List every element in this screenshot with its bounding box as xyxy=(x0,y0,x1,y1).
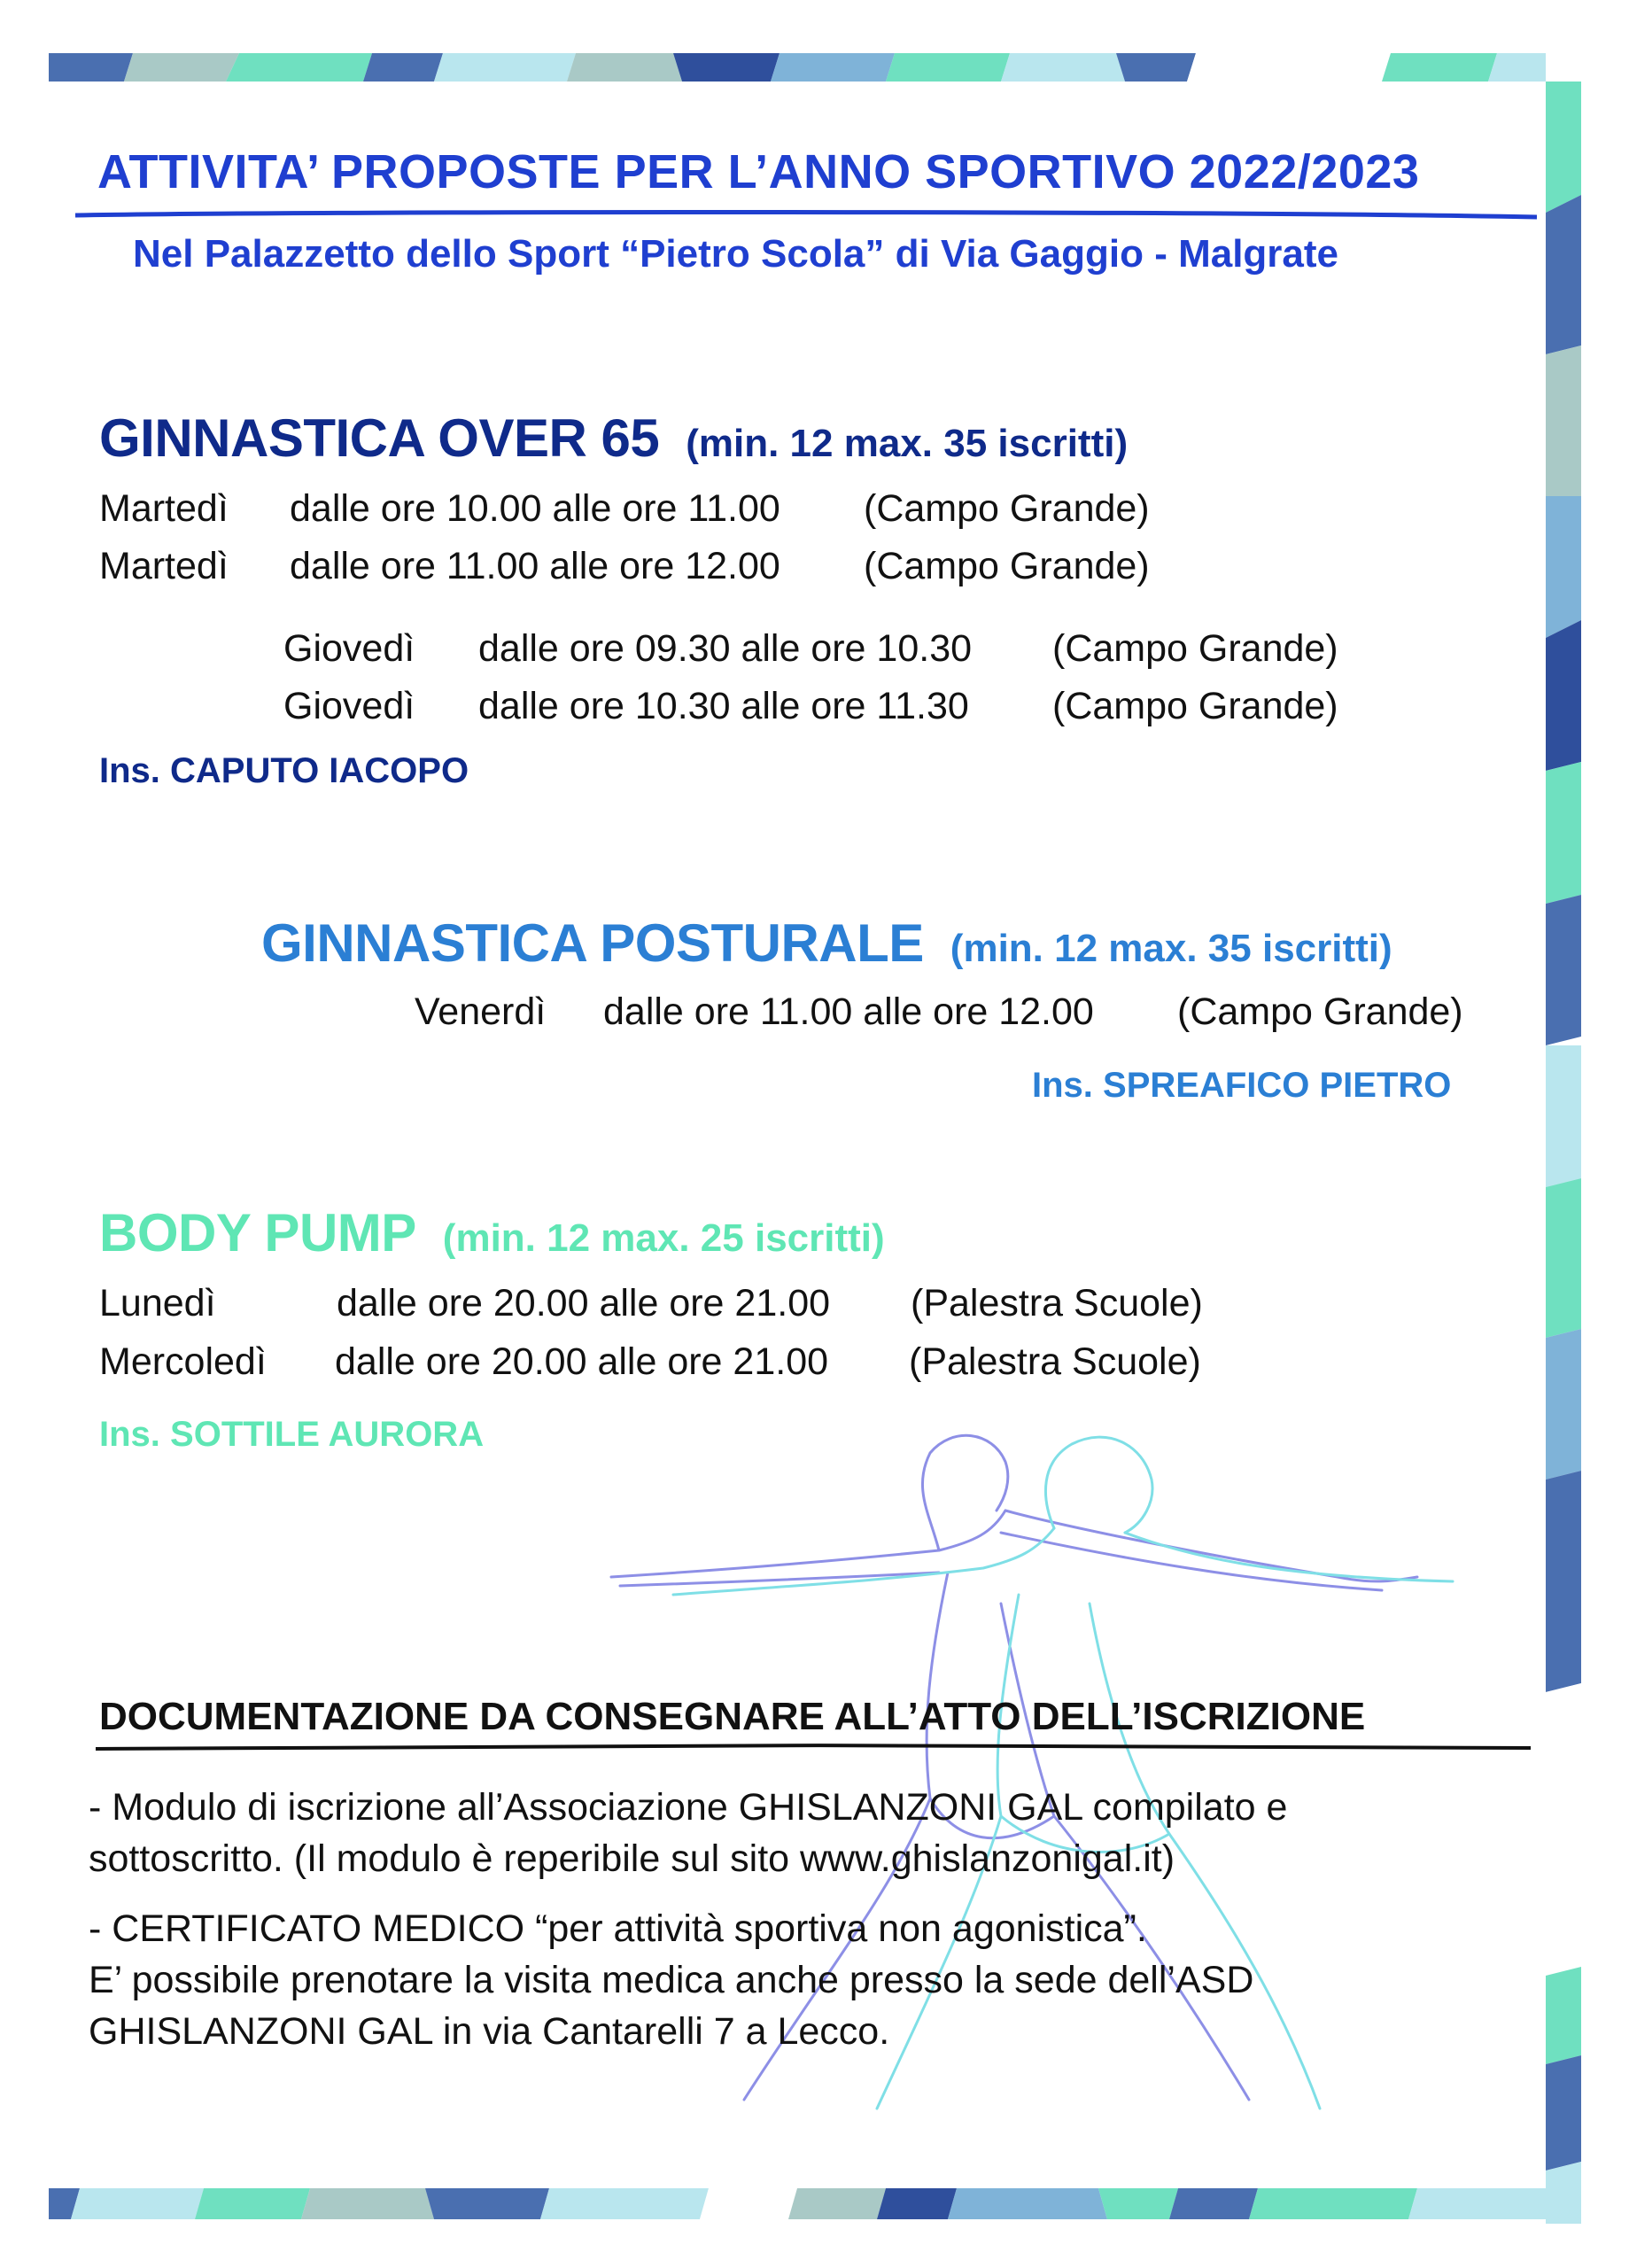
schedule-row: Giovedì dalle ore 09.30 alle ore 10.30 (Campo Grande) xyxy=(283,627,1338,670)
schedule-row: Venerdì dalle ore 11.00 alle ore 12.00 (Campo Grande) xyxy=(415,990,1463,1033)
page-subtitle: Nel Palazzetto dello Sport “Pietro Scola” di Via Gaggio - Malgrate xyxy=(133,232,1339,276)
section-posturale-limits: (min. 12 max. 35 iscritti) xyxy=(950,927,1392,970)
section-bodypump-limits: (min. 12 max. 25 iscritti) xyxy=(442,1216,885,1260)
page-title: ATTIVITA’ PROPOSTE PER L’ANNO SPORTIVO 2022/2023 xyxy=(97,145,1420,198)
section-over65-heading xyxy=(99,408,1128,469)
documents-underline xyxy=(96,1742,1531,1752)
schedule-row: Martedì dalle ore 11.00 alle ore 12.00 (Campo Grande) xyxy=(99,545,1150,587)
section-over65-limits: (min. 12 max. 35 iscritti) xyxy=(686,422,1129,465)
section-bodypump-heading xyxy=(99,1202,885,1263)
documents-item-certificato: - CERTIFICATO MEDICO “per attività sportiva non agonistica”. E’ possibile prenotare la visita medica anche presso la sede dell’ASD GHISLANZONI GAL in via Cantarelli 7 a Lecco. xyxy=(89,1907,1254,2053)
documents-item-modulo: - Modulo di iscrizione all’Associazione GHISLANZONI GAL compilato e sottoscritto. (Il modulo è reperibile sul sito www.ghislanzonigal.it) xyxy=(89,1786,1288,1880)
section-over65-title: GINNASTICA OVER 65 xyxy=(99,408,660,468)
schedule-row: Lunedì dalle ore 20.00 alle ore 21.00 (Palestra Scuole) xyxy=(99,1282,1203,1324)
title-underline xyxy=(75,209,1537,221)
section-bodypump-title: BODY PUMP xyxy=(99,1203,416,1262)
schedule-row: Martedì dalle ore 10.00 alle ore 11.00 (Campo Grande) xyxy=(99,487,1150,530)
section-posturale-heading xyxy=(261,913,1392,974)
instructor-caputo: Ins. CAPUTO IACOPO xyxy=(99,751,469,790)
instructor-spreafico: Ins. SPREAFICO PIETRO xyxy=(1032,1066,1452,1105)
section-posturale-title: GINNASTICA POSTURALE xyxy=(261,913,924,973)
documents-heading: DOCUMENTAZIONE DA CONSEGNARE ALL’ATTO DELL’ISCRIZIONE xyxy=(99,1695,1366,1738)
schedule-row: Mercoledì dalle ore 20.00 alle ore 21.00 (Palestra Scuole) xyxy=(99,1340,1201,1383)
instructor-sottile: Ins. SOTTILE AURORA xyxy=(99,1415,485,1454)
schedule-row: Giovedì dalle ore 10.30 alle ore 11.30 (Campo Grande) xyxy=(283,685,1338,727)
